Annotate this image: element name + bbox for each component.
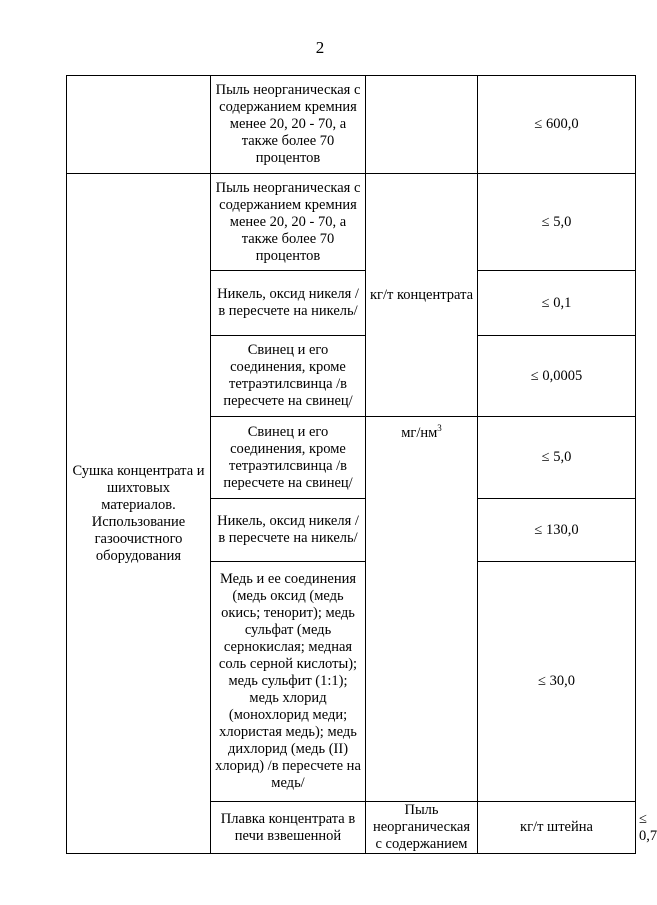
value-cell: ≤ 0,0005 xyxy=(478,336,636,417)
page-number: 2 xyxy=(315,38,325,57)
table-row: Плавка концентрата в печи взвешенной Пыль неорганическая с содержанием кг/т штейна ≤ 0,7 xyxy=(67,802,636,854)
substance-cell: Пыль неорганическая с содержанием кремния менее 20, 20 - 70, а также более 70 процентов xyxy=(211,174,366,271)
unit-superscript: 3 xyxy=(437,423,442,433)
unit-cell: кг/т штейна xyxy=(478,802,636,854)
value-cell: ≤ 130,0 xyxy=(478,499,636,562)
substance-cell: Пыль неорганическая с содержанием кремния менее 20, 20 - 70, а также более 70 процентов xyxy=(211,76,366,174)
unit-cell xyxy=(366,417,478,802)
table-row xyxy=(67,174,636,271)
process-cell xyxy=(67,76,211,174)
substance-cell: Свинец и его соединения, кроме тетраэтилсвинца /в пересчете на свинец/ xyxy=(211,417,366,499)
unit-cell: кг/т концентрата xyxy=(366,174,478,417)
value-cell: ≤ 5,0 xyxy=(478,417,636,499)
substance-cell: Никель, оксид никеля /в пересчете на никель/ xyxy=(211,499,366,562)
value-cell: ≤ 30,0 xyxy=(478,562,636,802)
table-row xyxy=(67,76,636,174)
process-cell: Плавка концентрата в печи взвешенной xyxy=(211,802,366,854)
substance-cell: Медь и ее соединения (медь оксид (медь окись; тенорит); медь сульфат (медь сернокислая; медная соль серной кислоты); медь сульфит (1:1); медь хлорид (монохлорид меди; хлористая медь); медь дихлорид (медь (II) хлорид) /в пересчете на медь/ xyxy=(211,562,366,802)
value-cell: ≤ 5,0 xyxy=(478,174,636,271)
emission-limits-table xyxy=(66,75,657,854)
value-cell: ≤ 600,0 xyxy=(478,76,636,174)
unit-cell xyxy=(366,76,478,174)
substance-cell: Никель, оксид никеля /в пересчете на никель/ xyxy=(211,271,366,336)
process-cell: Сушка концентрата и шихтовых материалов. Использование газоочистного оборудования xyxy=(67,174,211,854)
substance-cell: Пыль неорганическая с содержанием xyxy=(366,802,478,854)
value-cell: ≤ 0,1 xyxy=(478,271,636,336)
substance-cell: Свинец и его соединения, кроме тетраэтилсвинца /в пересчете на свинец/ xyxy=(211,336,366,417)
unit-text: мг/нм xyxy=(401,425,438,441)
